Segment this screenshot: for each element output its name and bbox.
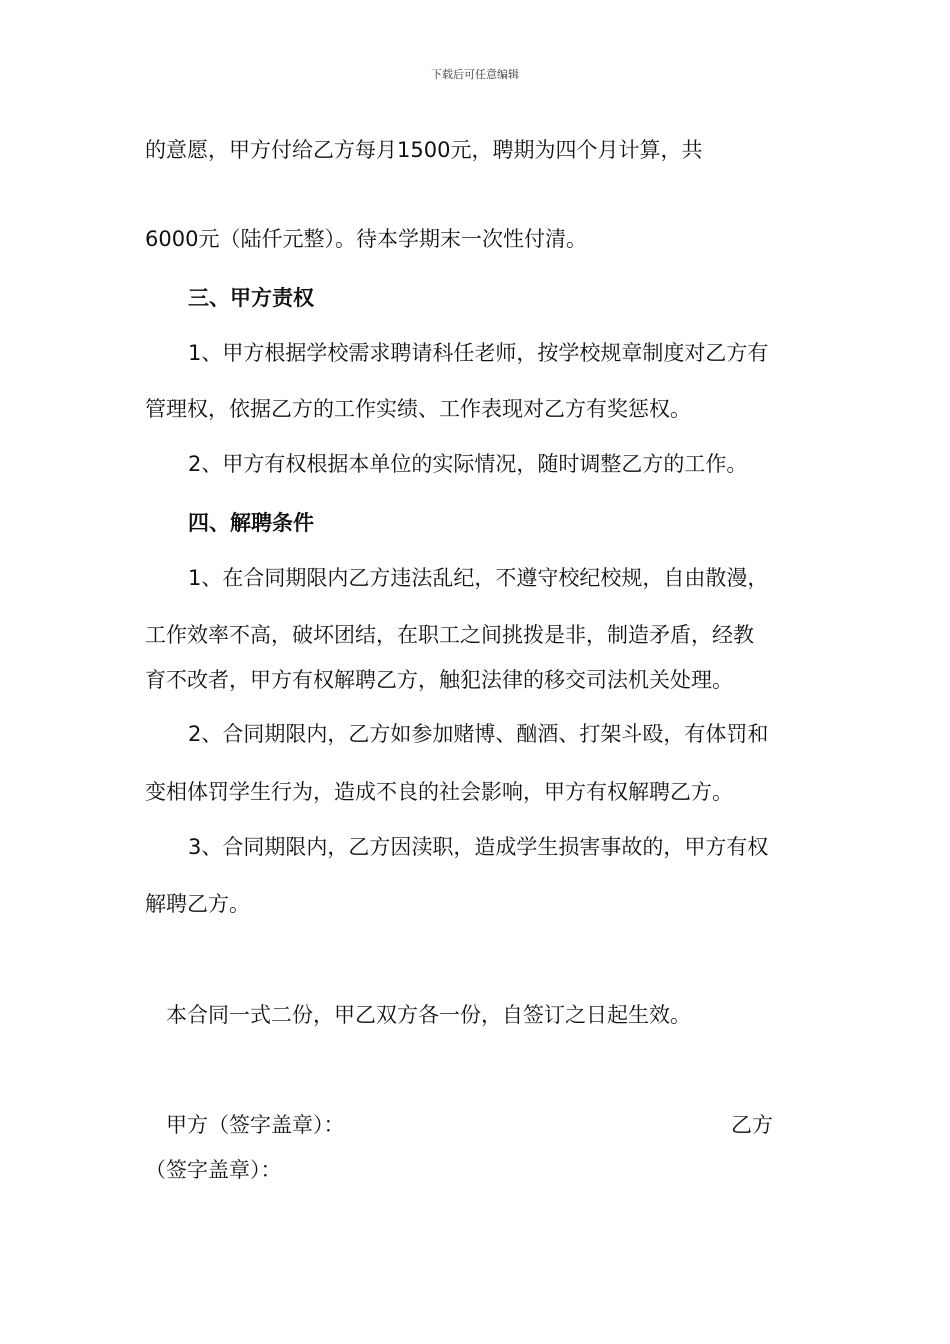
party-b-signature-label-cont: （签字盖章）：: [145, 1158, 282, 1182]
paragraph-line: 解聘乙方。: [145, 892, 250, 916]
paragraph-line: 管理权，依据乙方的工作实绩、工作表现对乙方有奖惩权。: [145, 397, 691, 421]
section-heading: 四、解聘条件: [188, 511, 314, 535]
paragraph-line: 工作效率不高，破坏团结，在职工之间挑拨是非，制造矛盾，经教: [145, 623, 754, 647]
paragraph-line: 2、甲方有权根据本单位的实际情况，随时调整乙方的工作。: [188, 452, 748, 476]
paragraph-line: 育不改者，甲方有权解聘乙方，触犯法律的移交司法机关处理。: [145, 668, 733, 692]
paragraph-line: 1、在合同期限内乙方违法乱纪，不遵守校纪校规，自由散漫，: [188, 566, 769, 590]
page-header: 下载后可任意编辑: [431, 68, 519, 81]
section-heading: 三、甲方责权: [188, 286, 314, 310]
party-b-signature-label: 乙方: [731, 1113, 773, 1137]
paragraph-line: 3、合同期限内，乙方因渎职，造成学生损害事故的，甲方有权: [188, 835, 769, 859]
paragraph-line: 2、合同期限内，乙方如参加赌博、酗酒、打架斗殴，有体罚和: [188, 722, 769, 746]
closing-statement: 本合同一式二份，甲乙双方各一份，自签订之日起生效。: [166, 1003, 691, 1027]
paragraph-line: 1、甲方根据学校需求聘请科任老师，按学校规章制度对乙方有: [188, 341, 769, 365]
party-a-signature-label: 甲方（签字盖章）：: [166, 1113, 345, 1137]
paragraph-line: 变相体罚学生行为，造成不良的社会影响，甲方有权解聘乙方。: [145, 780, 733, 804]
paragraph-line: 6000元（陆仟元整）。待本学期末一次性付清。: [145, 227, 587, 251]
paragraph-line: 的意愿，甲方付给乙方每月1500元，聘期为四个月计算，共: [145, 138, 703, 162]
